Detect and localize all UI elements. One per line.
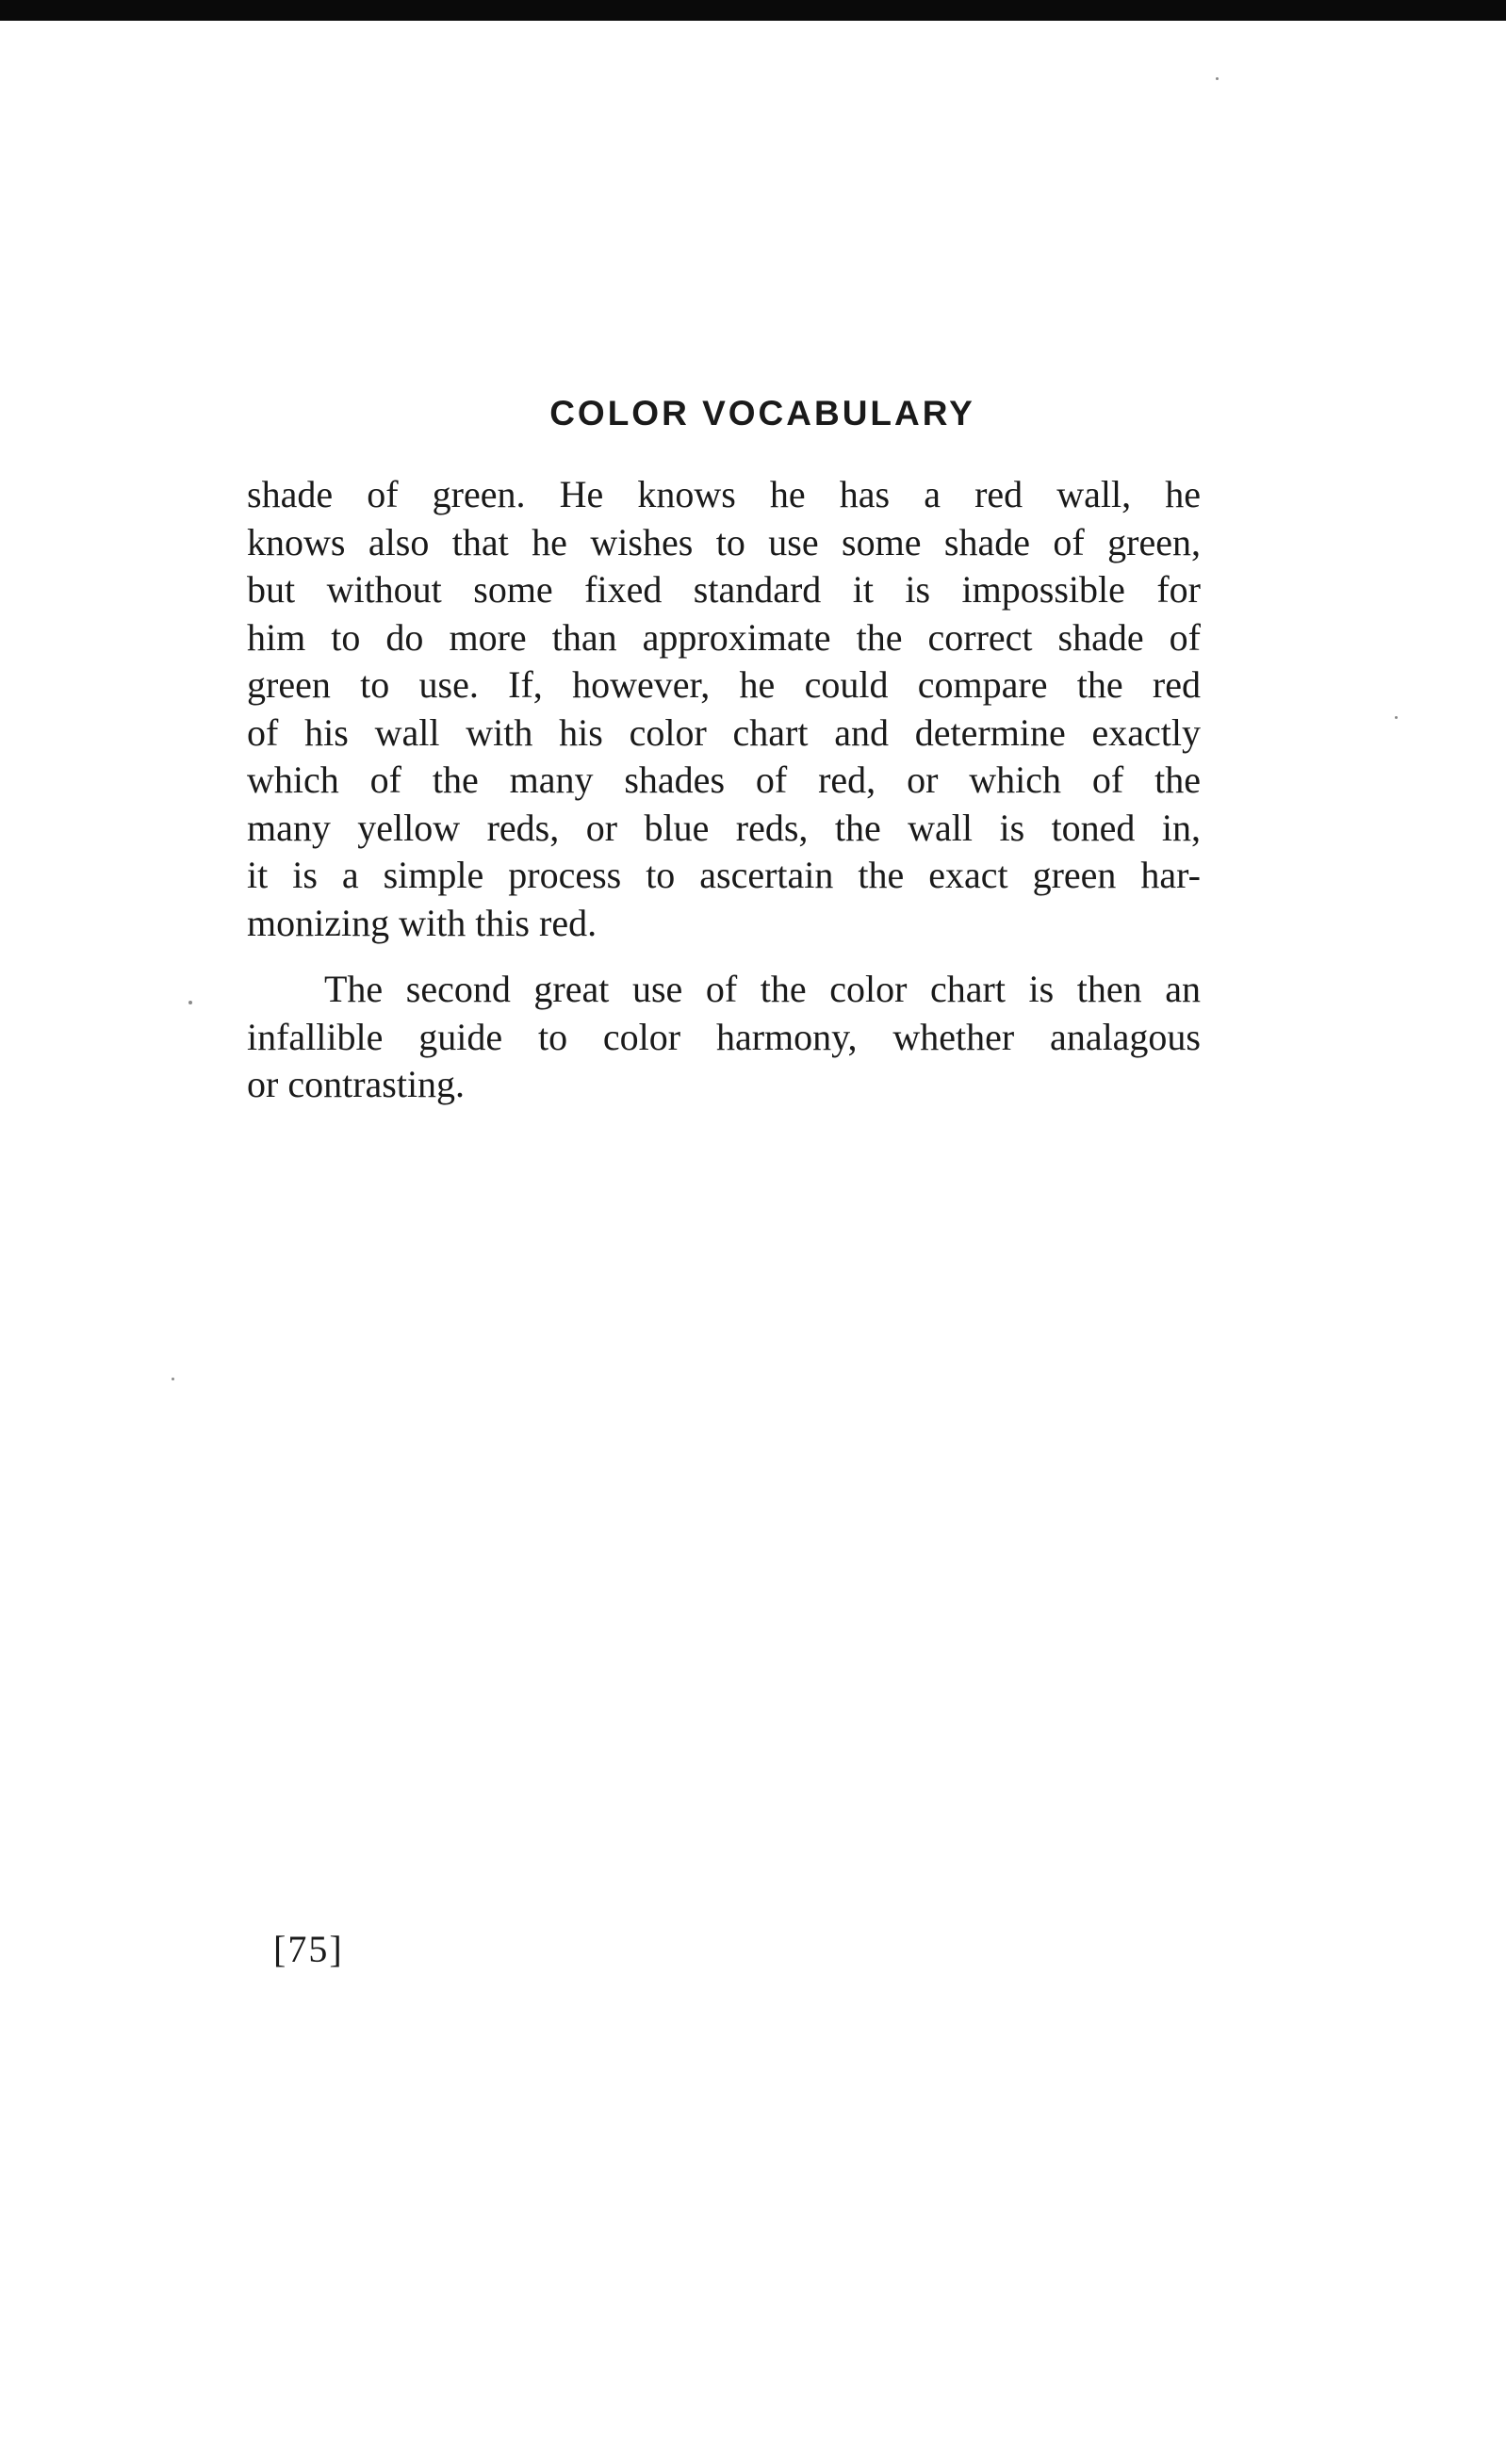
running-head: COLOR VOCABULARY — [549, 394, 975, 432]
scan-speck — [1395, 716, 1398, 719]
text-line: of his wall with his color chart and determine exactly — [247, 710, 1201, 754]
text-line: it is a simple process to ascertain the exact green har- — [247, 854, 1201, 896]
text-line: many yellow reds, or blue reds, the wall is toned in, — [247, 806, 1201, 849]
text-line: but without some fixed standard it is impossible for — [247, 568, 1201, 611]
scan-speck — [172, 1378, 174, 1380]
text-line: infallible guide to color harmony, whether analagous — [247, 1015, 1201, 1058]
text-line: shade of green. He knows he has a red wall, he — [247, 473, 1201, 515]
paragraph-1 — [247, 471, 1201, 947]
body-text — [247, 471, 1201, 1109]
text-line: him to do more than approximate the correct shade of — [247, 615, 1201, 659]
scan-speck — [1216, 77, 1219, 80]
page-number: [75] — [273, 1928, 344, 1970]
text-line: The second great use of the color chart is then an — [324, 968, 1201, 1010]
text-line: or contrasting. — [247, 1063, 466, 1105]
text-line: knows also that he wishes to use some shade of green, — [247, 520, 1201, 563]
text-line: monizing with this red. — [247, 901, 597, 944]
paragraph-2 — [247, 966, 1201, 1109]
text-line: green to use. If, however, he could compare the red — [247, 663, 1201, 706]
scan-border-top — [0, 0, 1506, 21]
text-line: which of the many shades of red, or which of the — [247, 759, 1201, 801]
scan-speck — [188, 1001, 192, 1004]
